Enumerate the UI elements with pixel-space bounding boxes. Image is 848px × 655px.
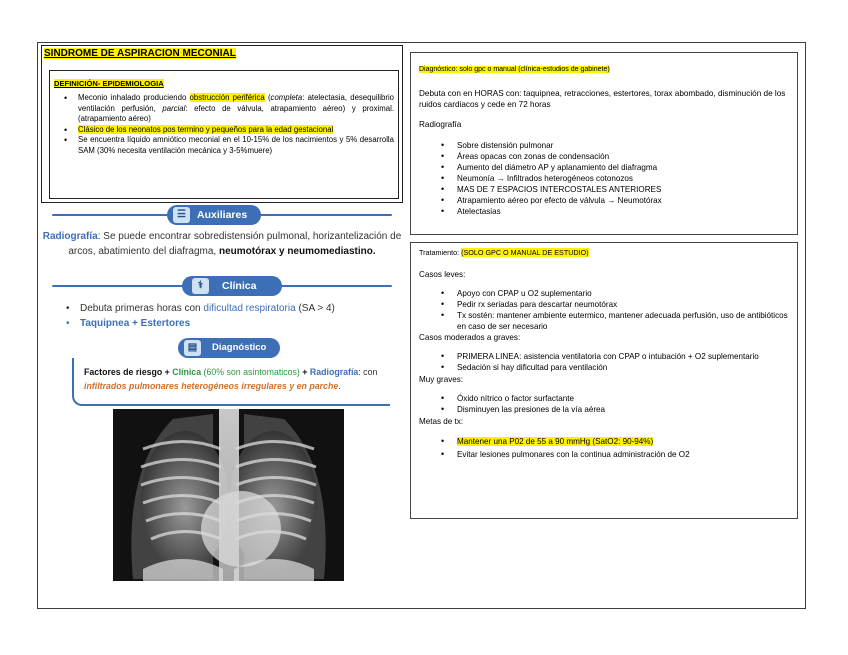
moderados-title: Casos moderados a graves:	[419, 333, 521, 342]
moderados-item: • Sedación si hay dificultad para ventilación	[419, 362, 789, 373]
clinica-pill	[182, 276, 282, 296]
italic-text: completa	[270, 93, 303, 102]
graves-list	[419, 393, 789, 415]
text: Meconio inhalado produciendo	[78, 93, 190, 102]
tratamiento-box	[410, 242, 798, 519]
clinica-header	[52, 276, 392, 296]
leves-list	[419, 288, 789, 332]
rx-title: Radiografía	[419, 120, 462, 129]
chest-xray-image	[113, 409, 344, 581]
header-label: Clínica	[222, 280, 257, 292]
blue-text: Radiografía	[309, 367, 359, 377]
highlight: Mantener una P02 de 55 a 90 mmHg (SatO2: 90-94%)	[457, 437, 654, 446]
leves-item: • Apoyo con CPAP u O2 suplementario	[419, 288, 789, 299]
text: Debuta primeras horas con	[80, 303, 204, 314]
blue-text: Taquipnea + Estertores	[80, 318, 191, 329]
rx-item: • Atrapamiento aéreo por efecto de válvula → Neumotórax	[419, 195, 789, 206]
metas-item	[419, 436, 789, 447]
box-title: Diagnóstico: solo gpc o manual (clínica-estudios de gabinete)	[419, 66, 610, 73]
text: : efecto de válvula, atrapamiento aéreo) y proximal. (atrapamiento aéreo)	[78, 103, 394, 124]
diagnostico-text	[84, 365, 392, 393]
graves-item: • Disminuyen las presiones de la vía aérea	[419, 404, 789, 415]
orange-text: infiltrados pulmonares heterogéneos irregulares y en parche	[84, 381, 339, 391]
auxiliares-pill	[167, 205, 261, 225]
clinica-item	[66, 316, 396, 331]
label: Radiografía	[42, 231, 98, 242]
leves-item: • Tx sostén: mantener ambiente eutermico, mantener adecuada perfusión, uso de antibióticos en caso de ser necesario	[419, 310, 789, 332]
graves-title: Muy graves:	[419, 375, 464, 384]
bold-text: Factores de riesgo +	[84, 367, 173, 377]
rx-item: • Áreas opacas con zonas de condensación	[419, 151, 789, 162]
text: Tratamiento:	[419, 248, 462, 257]
definition-item	[54, 125, 394, 136]
intro-text: Debuta con en HORAS con: taquipnea, retracciones, estertores, torax abombado, disminución de los ruidos cardiacos y cede en 72 horas	[419, 89, 786, 109]
rx-item: • MAS DE 7 ESPACIOS INTERCOSTALES ANTERIORES	[419, 184, 789, 195]
diagnostico-header	[178, 338, 290, 358]
italic-text: parcial	[162, 103, 186, 113]
metas-list	[419, 436, 789, 460]
highlight: Clásico de los neonatos pos termino y pequeños para la edad gestacional	[78, 124, 334, 134]
bold-text: +	[299, 367, 310, 377]
xray-illustration	[113, 409, 344, 581]
definition-item	[54, 135, 394, 156]
sam-title: SINDROME DE ASPIRACION MECONIAL	[44, 48, 236, 59]
blue-text: dificultad respiratoria	[203, 303, 296, 314]
graves-item: • Óxido nítrico o factor surfactante	[419, 393, 789, 404]
highlight: obstrucción periférica	[189, 93, 265, 102]
moderados-list	[419, 351, 789, 373]
rx-item: • Atelectasias	[419, 206, 789, 217]
clinica-list	[66, 301, 396, 331]
clinica-item	[66, 301, 396, 316]
metas-title: Metas de tx:	[419, 417, 464, 426]
tools-icon: ☰	[173, 207, 190, 223]
box-title	[419, 248, 789, 257]
text: (	[264, 93, 271, 102]
text: (SA > 4)	[295, 303, 335, 314]
stethoscope-icon: ⚕	[192, 278, 209, 294]
bold-text: neumotórax y neumomediastino.	[218, 246, 376, 257]
header-label: Auxiliares	[197, 209, 248, 221]
green-text: (60% son asintomaticos)	[201, 367, 300, 377]
text: : atelectasia, desequilibrio ventilación perfusión,	[78, 93, 395, 113]
definition-list	[54, 93, 394, 157]
text: .	[338, 381, 341, 391]
rx-list	[419, 140, 789, 217]
definition-item	[54, 93, 394, 125]
leves-item: • Pedir rx seriadas para descartar neumotórax	[419, 299, 789, 310]
green-text: Clínica	[172, 367, 202, 377]
definition-title: DEFINICIÓN- EPIDEMIOLOGIA	[54, 79, 164, 88]
auxiliares-text	[42, 229, 402, 259]
moderados-item: • PRIMERA LINEA: asistencia ventilatoria con CPAP o intubación + O2 suplementario	[419, 351, 789, 362]
text: : Se puede encontrar sobredistensión pulmonal, horizantelización de arcos, abatimiento del diafragma,	[68, 231, 402, 257]
clipboard-icon: ▤	[184, 340, 201, 356]
diagnostico-pill	[178, 338, 280, 358]
header-label: Diagnóstico	[212, 342, 267, 353]
text: Se encuentra líquido amniótico meconial en el 10-15% de los nacimientos y 5% desarrolla SAM (30% necesita ventilación mecánica y 3-5%muere)	[78, 135, 394, 155]
rx-item: • Aumento del diámetro AP y aplanamiento del diafragma	[419, 162, 789, 173]
diagnostico-right-box	[410, 52, 798, 235]
highlight: (SOLO GPC O MANUAL DE ESTUDIO)	[461, 248, 589, 257]
definition-box	[49, 70, 399, 199]
rx-item: • Sobre distensión pulmonar	[419, 140, 789, 151]
rx-item: • Neumonía → Infiltrados heterogéneos cotonozos	[419, 173, 789, 184]
metas-item: • Evitar lesiones pulmonares con la continua administración de O2	[419, 449, 789, 460]
auxiliares-header	[52, 205, 392, 225]
sam-box	[41, 45, 403, 203]
leves-title: Casos leves:	[419, 270, 466, 279]
text: : con	[358, 367, 378, 377]
